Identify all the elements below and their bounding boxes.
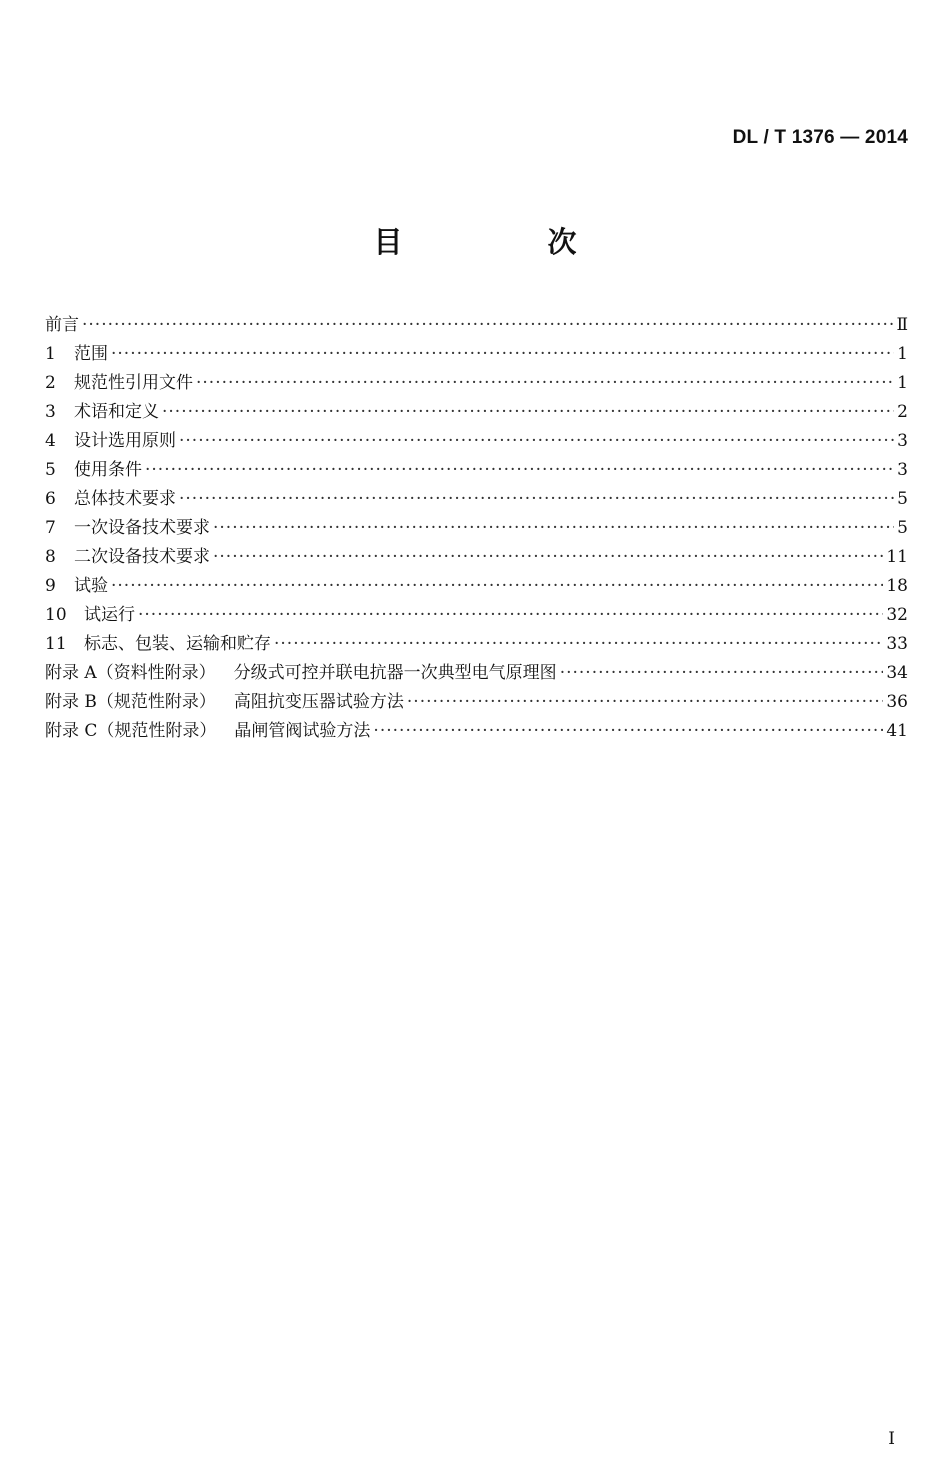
toc-entry-appendix-c[interactable]: [45, 717, 908, 746]
toc-entry-number: 3: [45, 402, 56, 422]
toc-dot-leader: [560, 659, 884, 688]
toc-entry-page: 2: [897, 402, 908, 422]
toc-dot-leader: [213, 543, 883, 572]
toc-entry-page: 18: [886, 576, 908, 596]
toc-entry-section-2[interactable]: [45, 369, 908, 398]
toc-entry-section-8[interactable]: [45, 543, 908, 572]
toc-entry-section-11[interactable]: [45, 630, 908, 659]
toc-entry-section-6[interactable]: [45, 485, 908, 514]
toc-entry-section-3[interactable]: [45, 398, 908, 427]
toc-entry-title: 术语和定义: [74, 402, 159, 422]
toc-entry-appendix-a[interactable]: [45, 659, 908, 688]
toc-entry-section-4[interactable]: [45, 427, 908, 456]
toc-entry-foreword[interactable]: [45, 311, 908, 340]
toc-entry-title: 试验: [74, 576, 108, 596]
toc-entry-page: 3: [897, 460, 908, 480]
toc-dot-leader: [179, 427, 894, 456]
toc-dot-leader: [407, 688, 883, 717]
toc-entry-page: 34: [886, 663, 908, 683]
toc-dot-leader: [82, 311, 893, 340]
toc-entry-number: 9: [45, 576, 56, 596]
toc-entry-page: 33: [886, 634, 908, 654]
toc-dot-leader: [274, 630, 883, 659]
toc-entry-section-7[interactable]: [45, 514, 908, 543]
toc-entry-number: 10: [45, 605, 67, 625]
toc-entry-section-9[interactable]: [45, 572, 908, 601]
toc-entry-title: 试运行: [84, 605, 135, 625]
toc-entry-page: 3: [897, 431, 908, 451]
toc-entry-section-10[interactable]: [45, 601, 908, 630]
toc-dot-leader: [179, 485, 894, 514]
toc-dot-leader: [111, 340, 894, 369]
toc-dot-leader: [196, 369, 894, 398]
toc-entry-number: 4: [45, 431, 56, 451]
toc-entry-page: 11: [886, 547, 908, 567]
toc-entry-title: 设计选用原则: [74, 431, 176, 451]
toc-entry-page: 41: [886, 721, 908, 741]
toc-dot-leader: [162, 398, 894, 427]
toc-entry-number: 5: [45, 460, 56, 480]
toc-appendix-label: 附录 C（规范性附录）: [45, 721, 217, 741]
toc-entry-page: 1: [897, 373, 908, 393]
toc-entry-title: 一次设备技术要求: [74, 518, 210, 538]
page-title: 目 次: [373, 225, 635, 259]
table-of-contents: [45, 311, 908, 746]
toc-dot-leader: [213, 514, 894, 543]
toc-entry-title: 使用条件: [74, 460, 142, 480]
toc-entry-page: 5: [897, 489, 908, 509]
toc-entry-section-5[interactable]: [45, 456, 908, 485]
toc-dot-leader: [138, 601, 883, 630]
toc-entry-page: 5: [897, 518, 908, 538]
toc-entry-title: 规范性引用文件: [74, 373, 193, 393]
toc-entry-page: 32: [886, 605, 908, 625]
toc-entry-number: 8: [45, 547, 56, 567]
footer-page-number: I: [888, 1429, 895, 1449]
toc-entry-number: 11: [45, 634, 67, 654]
toc-entry-page: 1: [897, 344, 908, 364]
toc-entry-appendix-b[interactable]: [45, 688, 908, 717]
toc-entry-title: 范围: [74, 344, 108, 364]
toc-entry-title: 标志、包装、运输和贮存: [84, 634, 271, 654]
toc-appendix-label: 附录 A（资料性附录）: [45, 663, 216, 683]
toc-entry-title: 前言: [45, 315, 79, 335]
toc-entry-number: 2: [45, 373, 56, 393]
toc-entry-page: 36: [886, 692, 908, 712]
toc-entry-title: 总体技术要求: [74, 489, 176, 509]
toc-entry-title: 高阻抗变压器试验方法: [233, 692, 404, 712]
toc-entry-section-1[interactable]: [45, 340, 908, 369]
toc-entry-number: 6: [45, 489, 56, 509]
toc-entry-title: 晶闸管阀试验方法: [234, 721, 371, 741]
toc-entry-number: 1: [45, 344, 56, 364]
toc-appendix-label: 附录 B（规范性附录）: [45, 692, 216, 712]
toc-entry-title: 二次设备技术要求: [74, 547, 210, 567]
toc-dot-leader: [145, 456, 894, 485]
toc-entry-title: 分级式可控并联电抗器一次典型电气原理图: [233, 663, 557, 683]
toc-dot-leader: [111, 572, 883, 601]
standard-code: DL / T 1376 — 2014: [732, 127, 908, 148]
toc-entry-number: 7: [45, 518, 56, 538]
toc-entry-page: Ⅱ: [896, 315, 908, 335]
toc-dot-leader: [373, 717, 883, 746]
